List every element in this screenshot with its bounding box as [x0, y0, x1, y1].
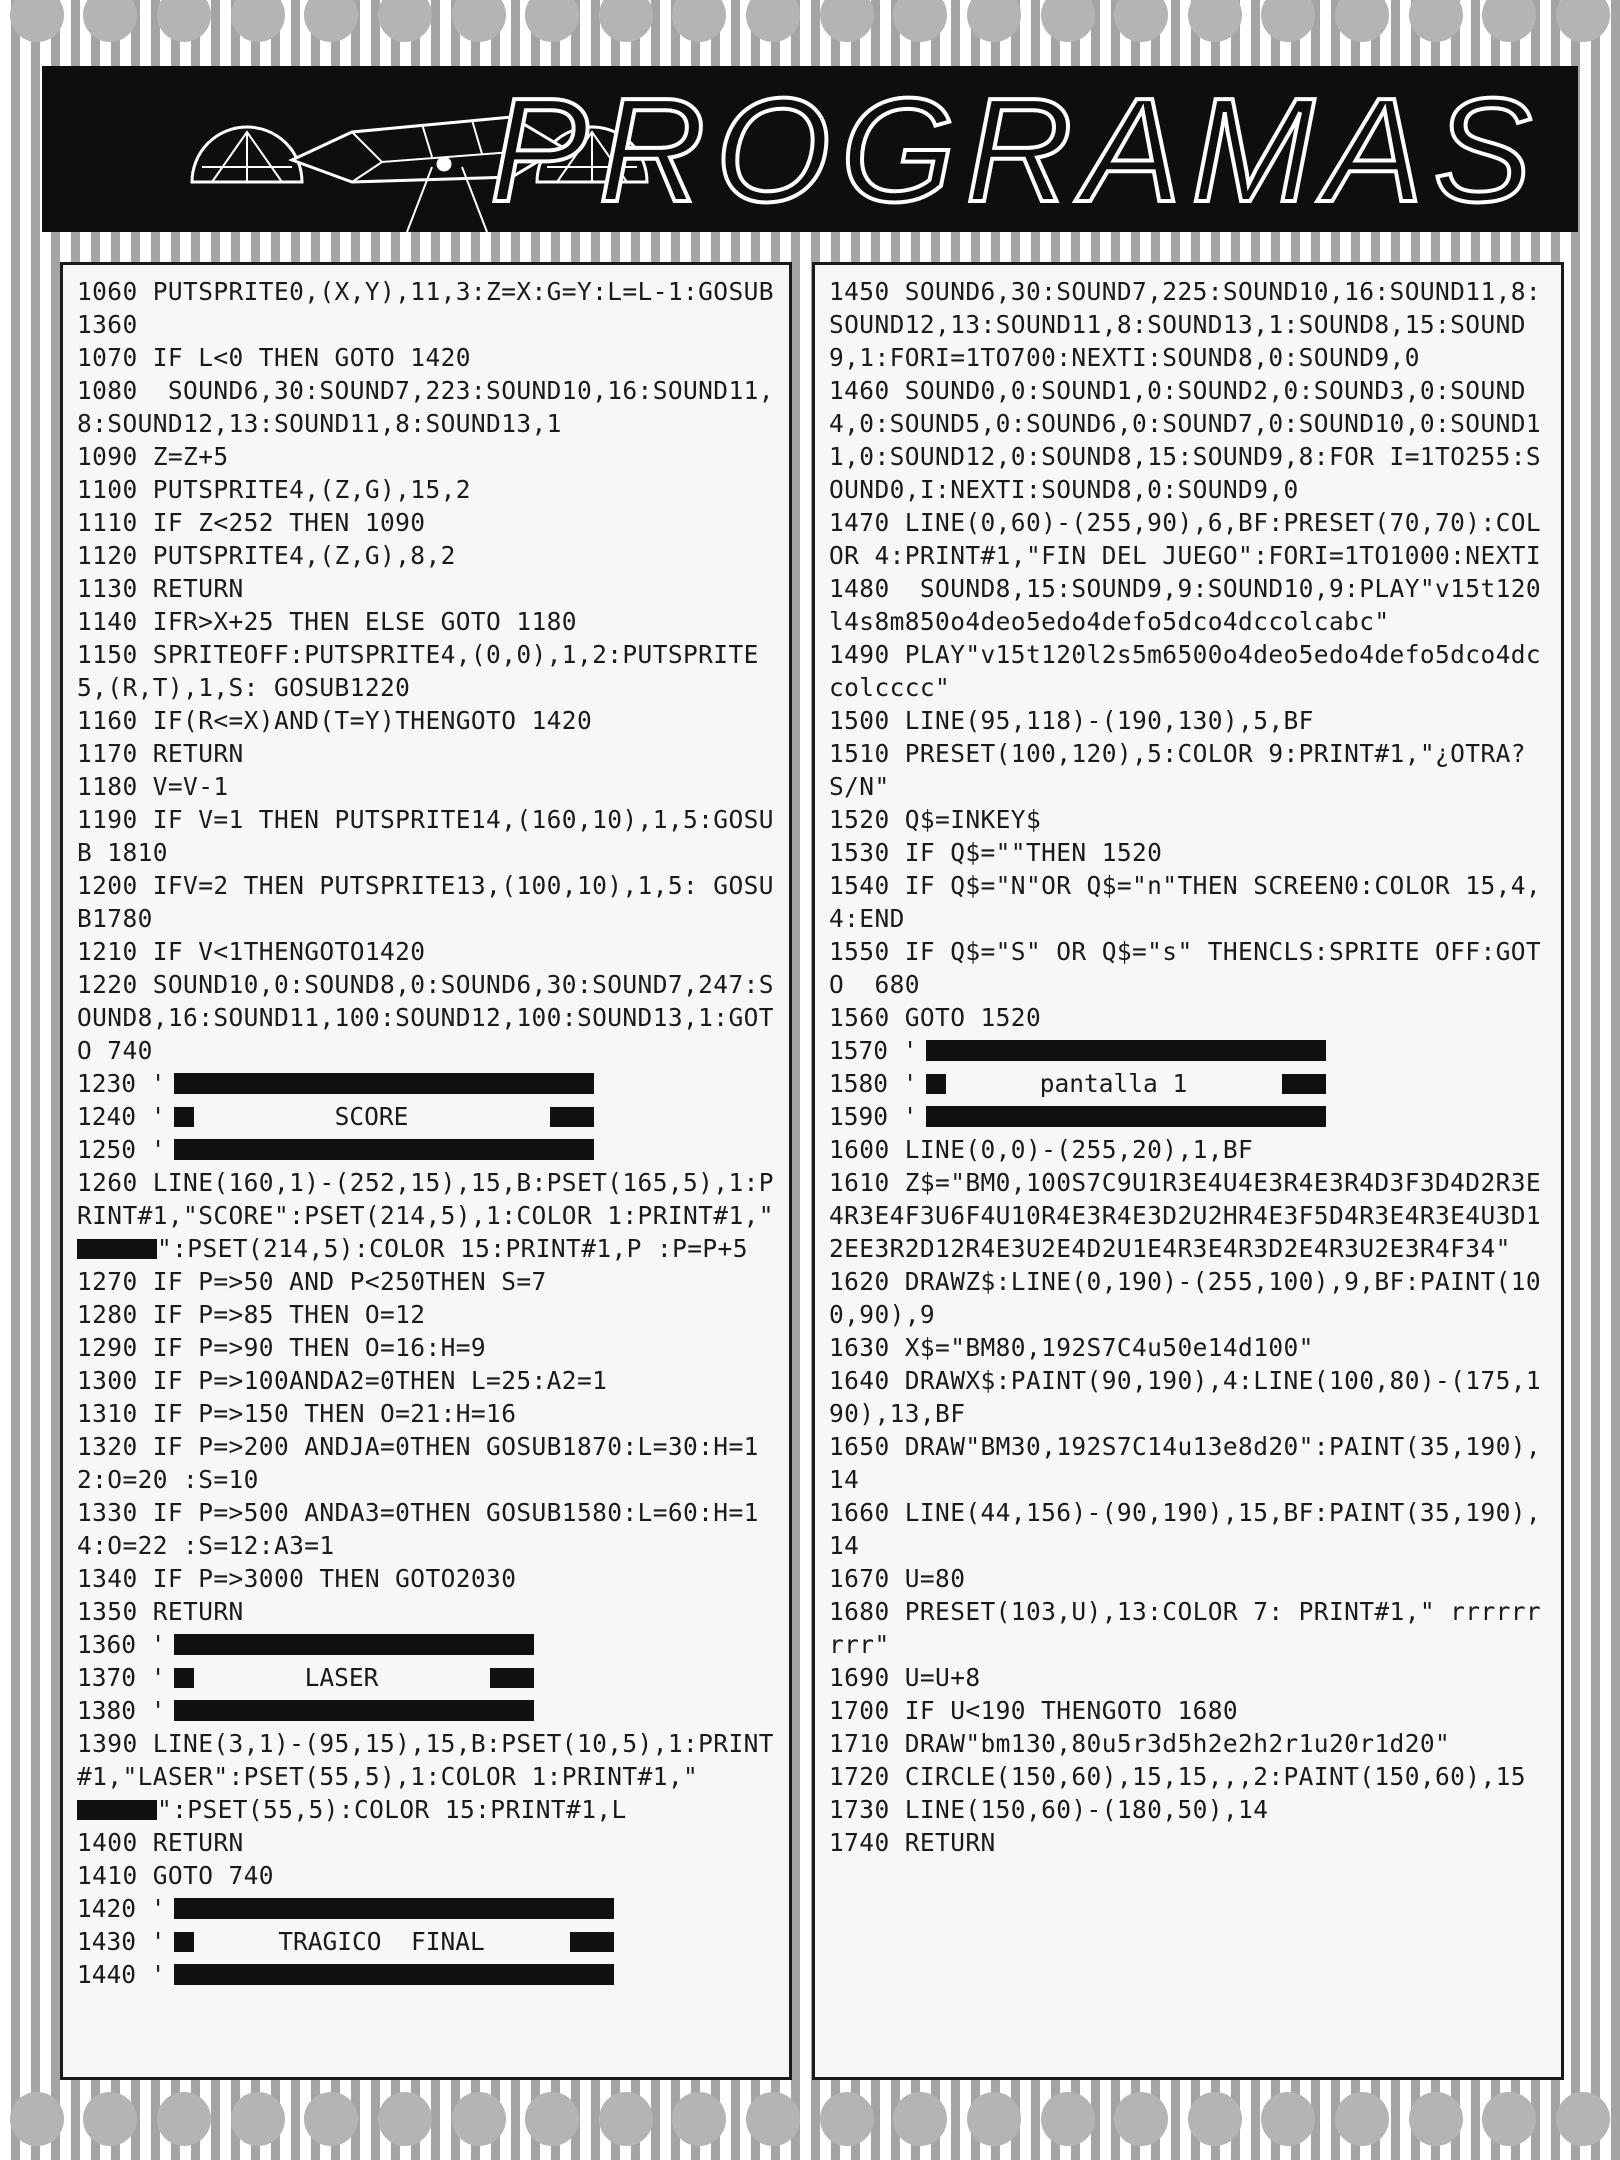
section-label: pantalla 1 [1039, 1069, 1188, 1098]
decorative-dot [967, 2092, 1021, 2146]
decorative-dot [525, 2092, 579, 2146]
decorative-dot [820, 2092, 874, 2146]
code-text: 1480 SOUND8,15:SOUND9,9:SOUND10,9:PLAY"v15t120l4s8m850o4deo5edo4defo5dco4dccolcabc" [829, 574, 1542, 636]
block-glyph [77, 1800, 157, 1820]
line-number: 1360 ' [77, 1630, 166, 1659]
rem-separator-line [77, 1133, 775, 1166]
code-line [77, 638, 775, 704]
code-line [829, 1595, 1547, 1661]
code-line [77, 1397, 775, 1430]
decorative-dot [452, 2092, 506, 2146]
code-text: 1150 SPRITEOFF:PUTSPRITE4,(0,0),1,2:PUTSPRITE5,(R,T),1,S: GOSUB1220 [77, 640, 759, 702]
code-text: 1310 IF P=>150 THEN O=21:H=16 [77, 1399, 517, 1428]
code-text: 1170 RETURN [77, 739, 244, 768]
code-line [829, 1727, 1547, 1760]
decorative-dots-top [0, 0, 1620, 44]
code-line [77, 1430, 775, 1496]
code-text: 1680 PRESET(103,U),13:COLOR 7: PRINT#1," rrrrrrrrr" [829, 1597, 1542, 1659]
decorative-dot [1261, 0, 1315, 42]
code-text: 1520 Q$=INKEY$ [829, 805, 1042, 834]
decorative-dot [1335, 2092, 1389, 2146]
decorative-dot [10, 2092, 64, 2146]
page-title: PROGRAMAS [489, 68, 1542, 232]
code-text: 1710 DRAW"bm130,80u5r3d5h2e2h2r1u20r1d20" [829, 1729, 1451, 1758]
line-number: 1240 ' [77, 1102, 166, 1131]
code-text: 1160 IF(R<=X)AND(T=Y)THENGOTO 1420 [77, 706, 593, 735]
code-line [77, 1727, 775, 1826]
code-text: ":PSET(55,5):COLOR 15:PRINT#1,L [157, 1795, 627, 1824]
code-text: 1190 IF V=1 THEN PUTSPRITE14,(160,10),1,5:GOSUB 1810 [77, 805, 774, 867]
section-label: SCORE [334, 1102, 409, 1131]
code-text: 1200 IFV=2 THEN PUTSPRITE13,(100,10),1,5: GOSUB1780 [77, 871, 774, 933]
code-text: 1260 LINE(160,1)-(252,15),15,B:PSET(165,5),1:PRINT#1,"SCORE":PSET(214,5),1:COLOR 1:PRINT#1," [77, 1168, 774, 1230]
block-glyph [174, 1107, 194, 1127]
decorative-dot [599, 0, 653, 42]
block-glyph [570, 1932, 614, 1952]
code-text: 1400 RETURN [77, 1828, 244, 1857]
code-text: 1290 IF P=>90 THEN O=16:H=9 [77, 1333, 487, 1362]
line-number: 1230 ' [77, 1069, 166, 1098]
rem-title-bar [926, 1071, 1326, 1097]
rem-separator-line [77, 1067, 775, 1100]
code-line [829, 869, 1547, 935]
decorative-dot [1114, 0, 1168, 42]
code-column-right [812, 262, 1564, 2080]
rem-title-bar [174, 1104, 594, 1130]
block-glyph [550, 1107, 594, 1127]
rem-black-bar [174, 1898, 614, 1919]
decorative-dot [746, 2092, 800, 2146]
code-line [829, 1331, 1547, 1364]
code-text: 1130 RETURN [77, 574, 244, 603]
section-label: TRAGICO FINAL [278, 1927, 485, 1956]
code-text: 1100 PUTSPRITE4,(Z,G),15,2 [77, 475, 471, 504]
code-line [77, 1298, 775, 1331]
code-text: 1670 U=80 [829, 1564, 966, 1593]
code-text: 1490 PLAY"v15t120l2s5m6500o4deo5edo4defo5dco4dccolcccc" [829, 640, 1542, 702]
code-line [829, 935, 1547, 1001]
code-text: 1460 SOUND0,0:SOUND1,0:SOUND2,0:SOUND3,0:SOUND4,0:SOUND5,0:SOUND6,0:SOUND7,0:SOUND10,0:SOUND11,0:SOUND12,0:SOUND8,15:SOUND9,8:FOR I=1TO255:SOUND0,I:NEXTI:SOUND8,0:SOUND9,0 [829, 376, 1542, 504]
decorative-dot [83, 0, 137, 42]
decorative-dot [1041, 0, 1095, 42]
decorative-dot [231, 0, 285, 42]
code-text: 1640 DRAWX$:PAINT(90,190),4:LINE(100,80)-(175,190),13,BF [829, 1366, 1542, 1428]
code-line [77, 1859, 775, 1892]
rem-separator-line [829, 1100, 1547, 1133]
rem-separator-line [77, 1958, 775, 1991]
code-line [829, 1562, 1547, 1595]
line-number: 1580 ' [829, 1069, 918, 1098]
code-line [829, 275, 1547, 374]
decorative-dot [1188, 2092, 1242, 2146]
code-text: 1090 Z=Z+5 [77, 442, 229, 471]
decorative-dot [1409, 0, 1463, 42]
code-text: 1060 PUTSPRITE0,(X,Y),11,3:Z=X:G=Y:L=L-1:GOSUB1360 [77, 277, 774, 339]
decorative-dot [1261, 2092, 1315, 2146]
decorative-dot [83, 2092, 137, 2146]
decorative-dot [304, 2092, 358, 2146]
decorative-dot [452, 0, 506, 42]
code-text: 1300 IF P=>100ANDA2=0THEN L=25:A2=1 [77, 1366, 608, 1395]
rem-separator-line [77, 1892, 775, 1925]
rem-separator-line [77, 1694, 775, 1727]
code-line [77, 1562, 775, 1595]
code-text: 1180 V=V-1 [77, 772, 229, 801]
code-line [829, 803, 1547, 836]
code-line [77, 1331, 775, 1364]
code-text: 1330 IF P=>500 ANDA3=0THEN GOSUB1580:L=60:H=14:O=22 :S=12:A3=1 [77, 1498, 759, 1560]
decorative-dot [1188, 0, 1242, 42]
code-line [77, 1364, 775, 1397]
code-line [829, 1496, 1547, 1562]
code-line [77, 737, 775, 770]
code-text: 1620 DRAWZ$:LINE(0,190)-(255,100),9,BF:PAINT(100,90),9 [829, 1267, 1542, 1329]
rem-separator-line [77, 1628, 775, 1661]
code-line [829, 638, 1547, 704]
header-banner [42, 66, 1578, 232]
code-text: 1630 X$="BM80,192S7C4u50e14d100" [829, 1333, 1314, 1362]
code-line [829, 704, 1547, 737]
code-line [77, 341, 775, 374]
rem-separator-line [77, 1100, 775, 1133]
line-number: 1380 ' [77, 1696, 166, 1725]
code-text: 1410 GOTO 740 [77, 1861, 274, 1890]
code-text: 1600 LINE(0,0)-(255,20),1,BF [829, 1135, 1254, 1164]
code-line [77, 770, 775, 803]
line-number: 1440 ' [77, 1960, 166, 1989]
code-line [77, 374, 775, 440]
block-glyph [174, 1668, 194, 1688]
code-text: 1220 SOUND10,0:SOUND8,0:SOUND6,30:SOUND7,247:SOUND8,16:SOUND11,100:SOUND12,100:SOUND13,1:GOTO 740 [77, 970, 774, 1065]
code-line [77, 1595, 775, 1628]
code-text: 1650 DRAW"BM30,192S7C14u13e8d20":PAINT(35,190),14 [829, 1432, 1542, 1494]
code-text: 1610 Z$="BM0,100S7C9U1R3E4U4E3R4E3R4D3F3D4D2R3E4R3E4F3U6F4U10R4E3R4E3D2U2HR4E3F5D4R3E4R3E4U3D12EE3R2D12R4E3U2E4D2U1E4R3E4R3D2E4R3U2E3R4F34" [829, 1168, 1542, 1263]
rem-separator-line [829, 1067, 1547, 1100]
code-line [77, 935, 775, 968]
code-text: 1120 PUTSPRITE4,(Z,G),8,2 [77, 541, 456, 570]
code-text: 1530 IF Q$=""THEN 1520 [829, 838, 1163, 867]
rem-black-bar [174, 1073, 594, 1094]
code-line [829, 374, 1547, 506]
code-text: 1560 GOTO 1520 [829, 1003, 1042, 1032]
code-text: 1690 U=U+8 [829, 1663, 981, 1692]
code-text: 1340 IF P=>3000 THEN GOTO2030 [77, 1564, 517, 1593]
decorative-dot [967, 0, 1021, 42]
code-text: 1700 IF U<190 THENGOTO 1680 [829, 1696, 1239, 1725]
code-line [829, 1166, 1547, 1265]
line-number: 1430 ' [77, 1927, 166, 1956]
rem-title-bar [174, 1665, 534, 1691]
decorative-dot [157, 0, 211, 42]
decorative-dot [672, 2092, 726, 2146]
decorative-dot [1041, 2092, 1095, 2146]
block-glyph [77, 1239, 157, 1259]
line-number: 1570 ' [829, 1036, 918, 1065]
block-glyph [926, 1074, 946, 1094]
decorative-dot [599, 2092, 653, 2146]
code-text: 1390 LINE(3,1)-(95,15),15,B:PSET(10,5),1:PRINT#1,"LASER":PSET(55,5),1:COLOR 1:PRINT#1," [77, 1729, 774, 1791]
code-line [77, 275, 775, 341]
decorative-dot [10, 0, 64, 42]
code-text: 1110 IF Z<252 THEN 1090 [77, 508, 426, 537]
block-glyph [490, 1668, 534, 1688]
code-line [829, 1133, 1547, 1166]
code-text: 1140 IFR>X+25 THEN ELSE GOTO 1180 [77, 607, 577, 636]
decorative-dot [231, 2092, 285, 2146]
code-line [829, 1364, 1547, 1430]
code-text: 1450 SOUND6,30:SOUND7,225:SOUND10,16:SOUND11,8:SOUND12,13:SOUND11,8:SOUND13,1:SOUND8,15:SOUND9,1:FORI=1TO700:NEXTI:SOUND8,0:SOUND9,0 [829, 277, 1542, 372]
code-line [829, 1661, 1547, 1694]
decorative-dot [1482, 2092, 1536, 2146]
decorative-dot [304, 0, 358, 42]
code-line [829, 1001, 1547, 1034]
code-line [829, 1430, 1547, 1496]
block-glyph [1282, 1074, 1326, 1094]
rem-separator-line [77, 1661, 775, 1694]
code-text: 1740 RETURN [829, 1828, 996, 1857]
rem-black-bar [926, 1106, 1326, 1127]
code-text: 1720 CIRCLE(150,60),15,15,,,2:PAINT(150,60),15 [829, 1762, 1526, 1791]
decorative-dot [157, 2092, 211, 2146]
code-line [77, 473, 775, 506]
code-text: ":PSET(214,5):COLOR 15:PRINT#1,P :P=P+5 [157, 1234, 748, 1263]
code-line [77, 440, 775, 473]
rem-black-bar [174, 1964, 614, 1985]
code-column-left [60, 262, 792, 2080]
decorative-dot [378, 2092, 432, 2146]
code-line [829, 1265, 1547, 1331]
code-line [829, 1760, 1547, 1793]
rem-black-bar [174, 1139, 594, 1160]
decorative-dot [1335, 0, 1389, 42]
code-line [77, 869, 775, 935]
code-line [77, 572, 775, 605]
section-label: LASER [304, 1663, 379, 1692]
code-text: 1510 PRESET(100,120),5:COLOR 9:PRINT#1,"¿OTRA? S/N" [829, 739, 1542, 801]
code-line [77, 1826, 775, 1859]
decorative-dots-bottom [0, 2090, 1620, 2148]
line-number: 1590 ' [829, 1102, 918, 1131]
code-line [77, 506, 775, 539]
code-line [77, 1496, 775, 1562]
rem-separator-line [77, 1925, 775, 1958]
code-line [829, 506, 1547, 572]
decorative-dot [1556, 0, 1610, 42]
code-line [829, 572, 1547, 638]
rem-black-bar [174, 1700, 534, 1721]
line-number: 1420 ' [77, 1894, 166, 1923]
code-text: 1540 IF Q$="N"OR Q$="n"THEN SCREEN0:COLOR 15,4,4:END [829, 871, 1542, 933]
code-line [829, 836, 1547, 869]
code-line [77, 968, 775, 1067]
decorative-dot [525, 0, 579, 42]
code-line [77, 1265, 775, 1298]
block-glyph [174, 1932, 194, 1952]
code-line [77, 704, 775, 737]
decorative-dot [1482, 0, 1536, 42]
decorative-dot [672, 0, 726, 42]
code-line [77, 1166, 775, 1265]
code-text: 1730 LINE(150,60)-(180,50),14 [829, 1795, 1269, 1824]
code-line [829, 1694, 1547, 1727]
code-text: 1320 IF P=>200 ANDJA=0THEN GOSUB1870:L=30:H=12:O=20 :S=10 [77, 1432, 759, 1494]
code-line [77, 803, 775, 869]
decorative-dot [746, 0, 800, 42]
code-line [77, 605, 775, 638]
rem-title-bar [174, 1929, 614, 1955]
decorative-dot [1409, 2092, 1463, 2146]
code-text: 1070 IF L<0 THEN GOTO 1420 [77, 343, 471, 372]
code-text: 1550 IF Q$="S" OR Q$="s" THENCLS:SPRITE OFF:GOTO 680 [829, 937, 1542, 999]
code-text: 1660 LINE(44,156)-(90,190),15,BF:PAINT(35,190),14 [829, 1498, 1542, 1560]
rem-separator-line [829, 1034, 1547, 1067]
code-line [829, 1826, 1547, 1859]
decorative-dot [1114, 2092, 1168, 2146]
decorative-dot [893, 0, 947, 42]
code-text: 1270 IF P=>50 AND P<250THEN S=7 [77, 1267, 547, 1296]
code-text: 1280 IF P=>85 THEN O=12 [77, 1300, 426, 1329]
code-text: 1470 LINE(0,60)-(255,90),6,BF:PRESET(70,70):COLOR 4:PRINT#1,"FIN DEL JUEGO":FORI=1TO1000:NEXTI [829, 508, 1542, 570]
code-text: 1210 IF V<1THENGOTO1420 [77, 937, 426, 966]
decorative-dot [820, 0, 874, 42]
code-text: 1080 SOUND6,30:SOUND7,223:SOUND10,16:SOUND11,8:SOUND12,13:SOUND11,8:SOUND13,1 [77, 376, 774, 438]
line-number: 1250 ' [77, 1135, 166, 1164]
code-line [829, 737, 1547, 803]
decorative-dot [893, 2092, 947, 2146]
code-text: 1500 LINE(95,118)-(190,130),5,BF [829, 706, 1314, 735]
rem-black-bar [926, 1040, 1326, 1061]
code-line [77, 539, 775, 572]
code-line [829, 1793, 1547, 1826]
code-text: 1350 RETURN [77, 1597, 244, 1626]
rem-black-bar [174, 1634, 534, 1655]
line-number: 1370 ' [77, 1663, 166, 1692]
decorative-dot [1556, 2092, 1610, 2146]
decorative-dot [378, 0, 432, 42]
